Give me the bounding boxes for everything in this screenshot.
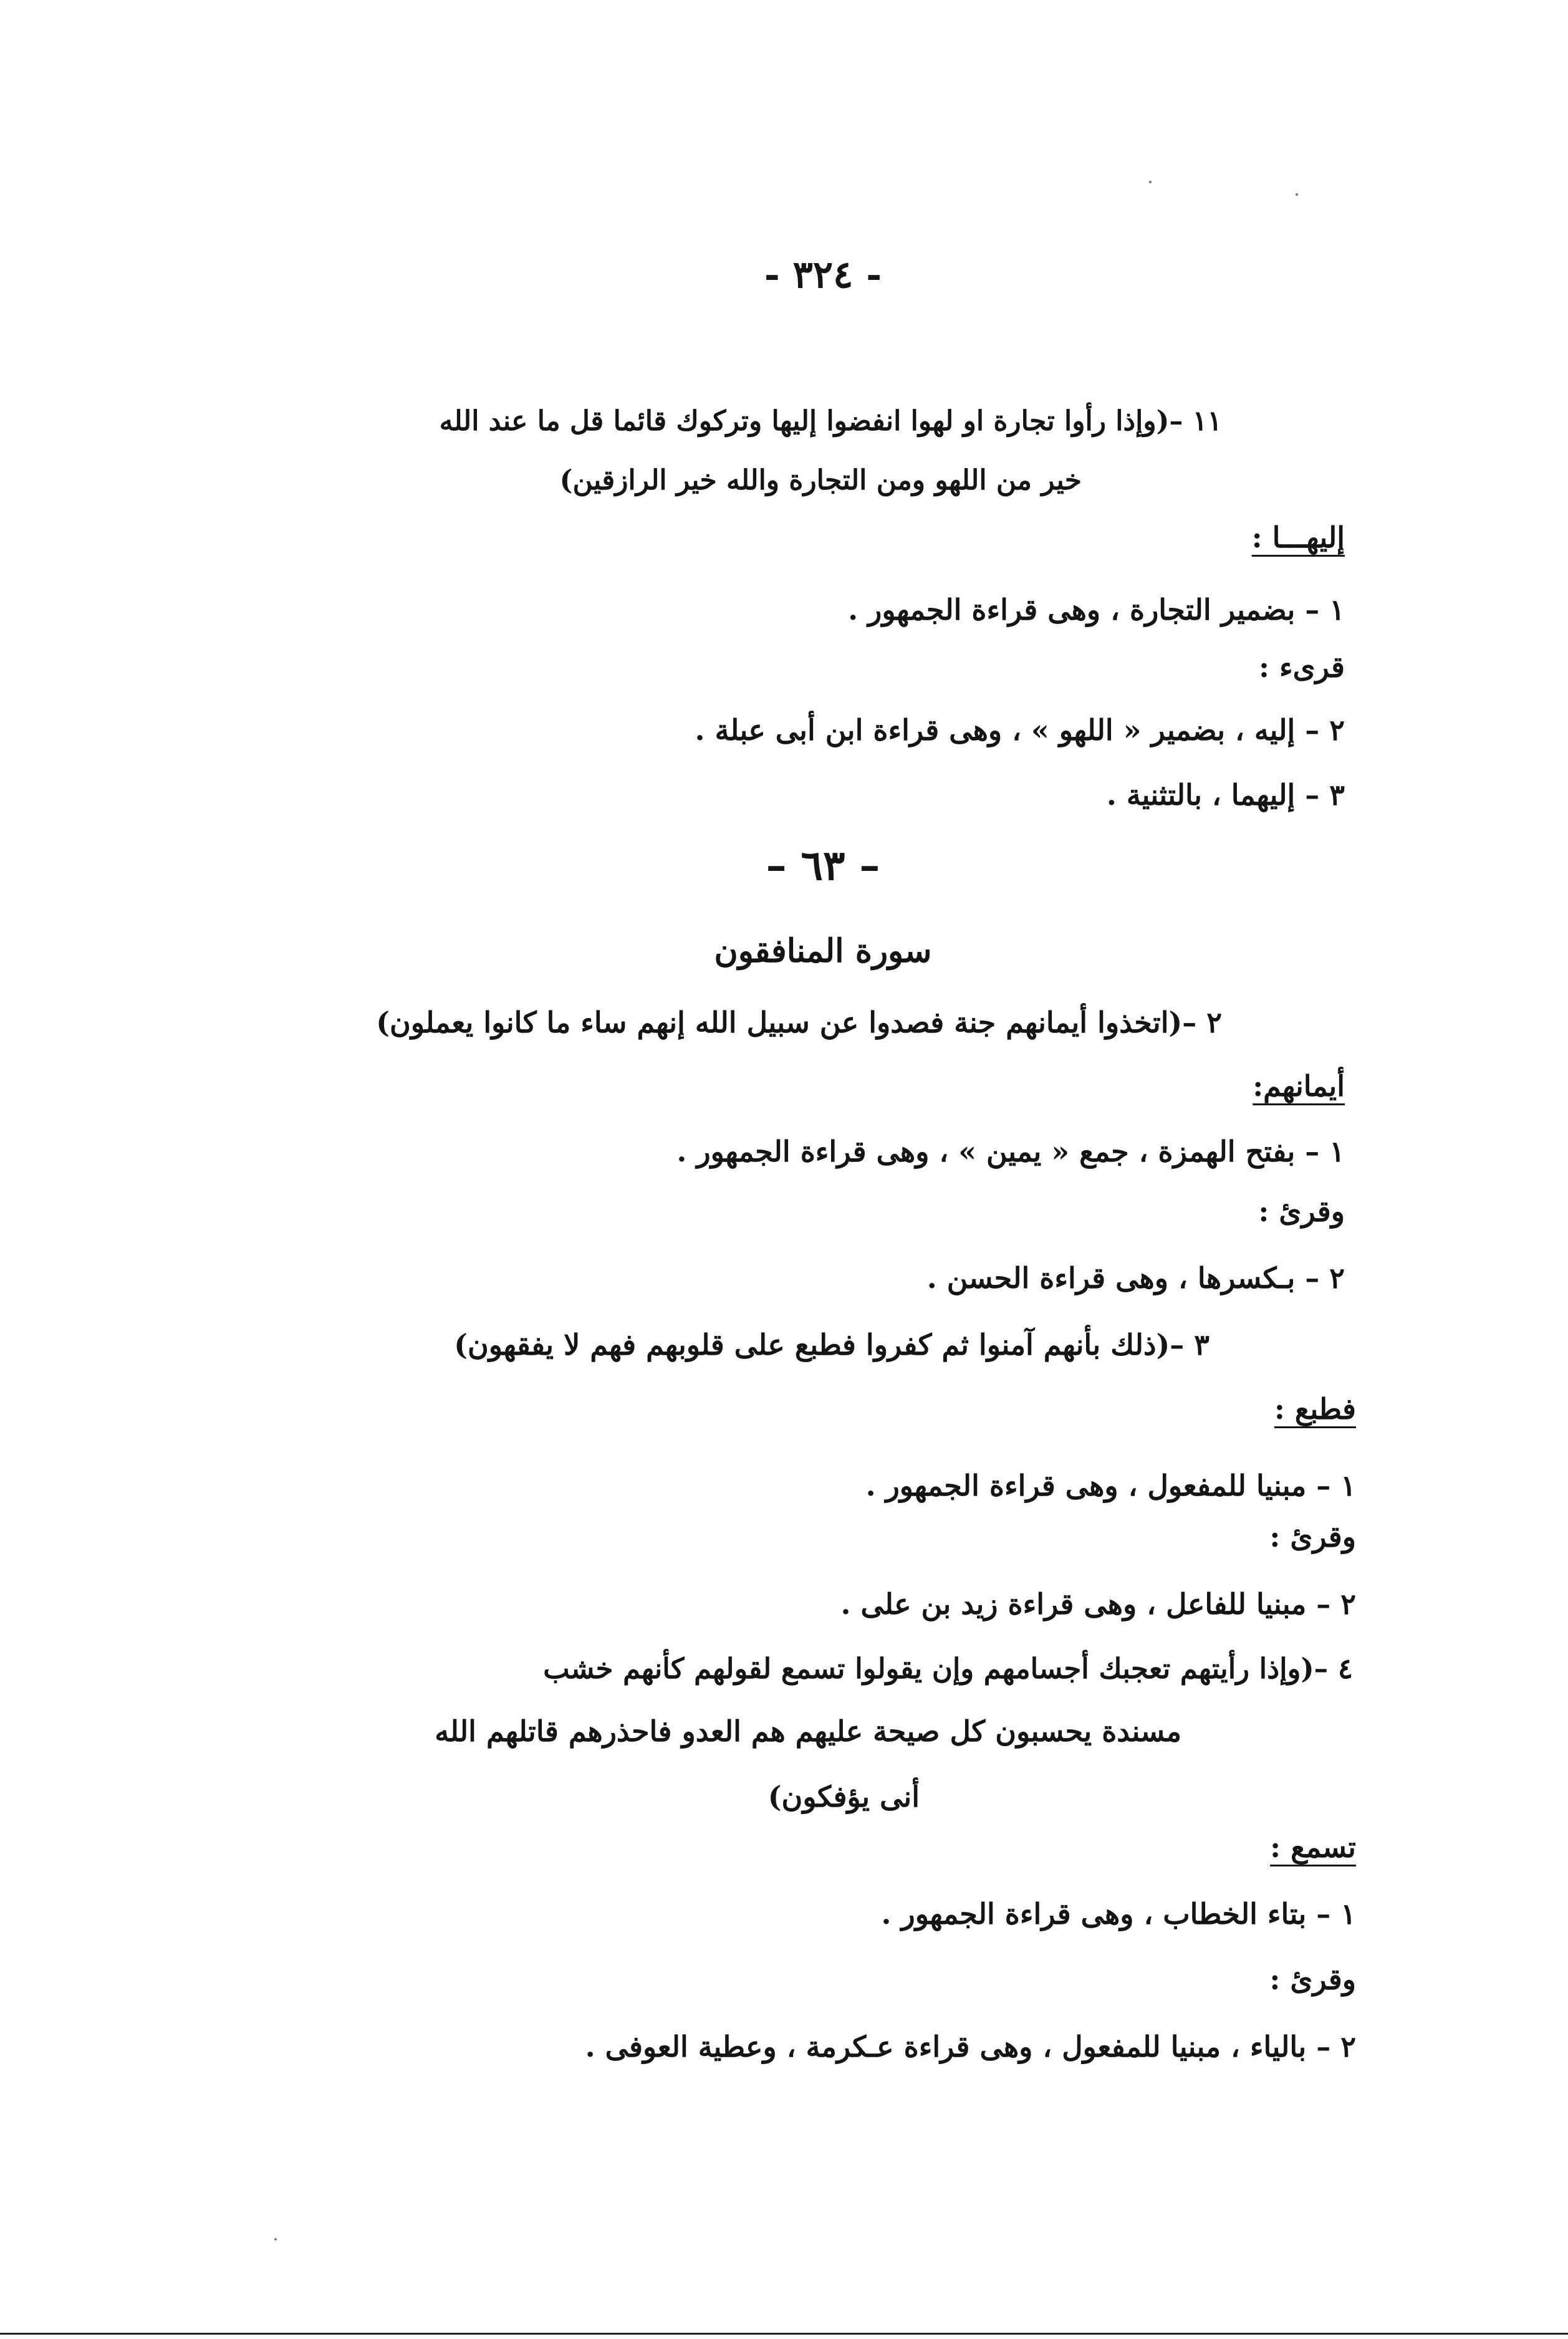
reading-variant-label: وقرئ :	[1269, 1520, 1356, 1554]
page-bottom-edge	[0, 2333, 1568, 2335]
scan-speck	[274, 2238, 277, 2241]
verse-2: ٢ –(اتخذوا أيمانهم جنة فصدوا عن سبيل الله إنهم ساء ما كانوا يعملون)	[376, 1006, 1222, 1039]
verse-4-line-2: مسندة يحسبون كل صيحة عليهم هم العدو فاحذرهم قاتلهم الله	[435, 1714, 1181, 1748]
reading-heading-ilayha: إليهـــا :	[1251, 521, 1345, 554]
reading-heading-aymanahum: أيمانهم:	[1253, 1069, 1345, 1103]
reading-variant-label: وقرئ :	[1269, 1962, 1356, 1996]
reading-2: ٢ – بـكسرها ، وهى قراءة الحسن .	[926, 1261, 1345, 1295]
section-number: – ٦٣ –	[766, 841, 880, 890]
page-number: - ٣٢٤ -	[764, 253, 882, 297]
reading-heading-tasma: تسمع :	[1270, 1830, 1356, 1864]
reading-1: ١ – مبنيا للمفعول ، وهى قراءة الجمهور .	[865, 1469, 1356, 1502]
verse-4-line-3: أنى يؤفكون)	[767, 1780, 920, 1813]
reading-2: ٢ – إليه ، بضمير « اللهو » ، وهى قراءة ابن أبى عبلة .	[695, 713, 1345, 747]
reading-1: ١ – بتاء الخطاب ، وهى قراءة الجمهور .	[881, 1897, 1356, 1931]
reading-heading-fatubia: فطبع :	[1274, 1392, 1356, 1426]
scan-speck	[1149, 181, 1152, 183]
reading-1: ١ – بفتح الهمزة ، جمع « يمين » ، وهى قراءة الجمهور .	[676, 1135, 1345, 1168]
reading-3: ٣ – إليهما ، بالتثنية .	[1106, 778, 1345, 812]
surah-title: سورة المنافقون	[714, 932, 932, 970]
verse-11-line-2: خير من اللهو ومن التجارة والله خير الرازقين)	[559, 464, 1082, 496]
reading-variant-label: وقرئ :	[1258, 1194, 1345, 1228]
verse-11-line-1: ١١ –(وإذا رأوا تجارة او لهوا انفضوا إليها وتركوك قائما قل ما عند الله	[439, 405, 1222, 437]
reading-1: ١ – بضمير التجارة ، وهى قراءة الجمهور .	[848, 593, 1345, 627]
reading-2: ٢ – بالياء ، مبنيا للمفعول ، وهى قراءة عـكرمة ، وعطية العوفى .	[585, 2030, 1356, 2063]
reading-variant-label: قرىء :	[1259, 650, 1345, 684]
verse-3: ٣ –(ذلك بأنهم آمنوا ثم كفروا فطبع على قلوبهم فهم لا يفقهون)	[454, 1328, 1210, 1362]
verse-4-line-1: ٤ –(وإذا رأيتهم تعجبك أجسامهم وإن يقولوا تسمع لقولهم كأنهم خشب	[543, 1652, 1353, 1685]
scan-speck	[1296, 193, 1298, 196]
reading-2: ٢ – مبنيا للفاعل ، وهى قراءة زيد بن على .	[840, 1587, 1356, 1621]
